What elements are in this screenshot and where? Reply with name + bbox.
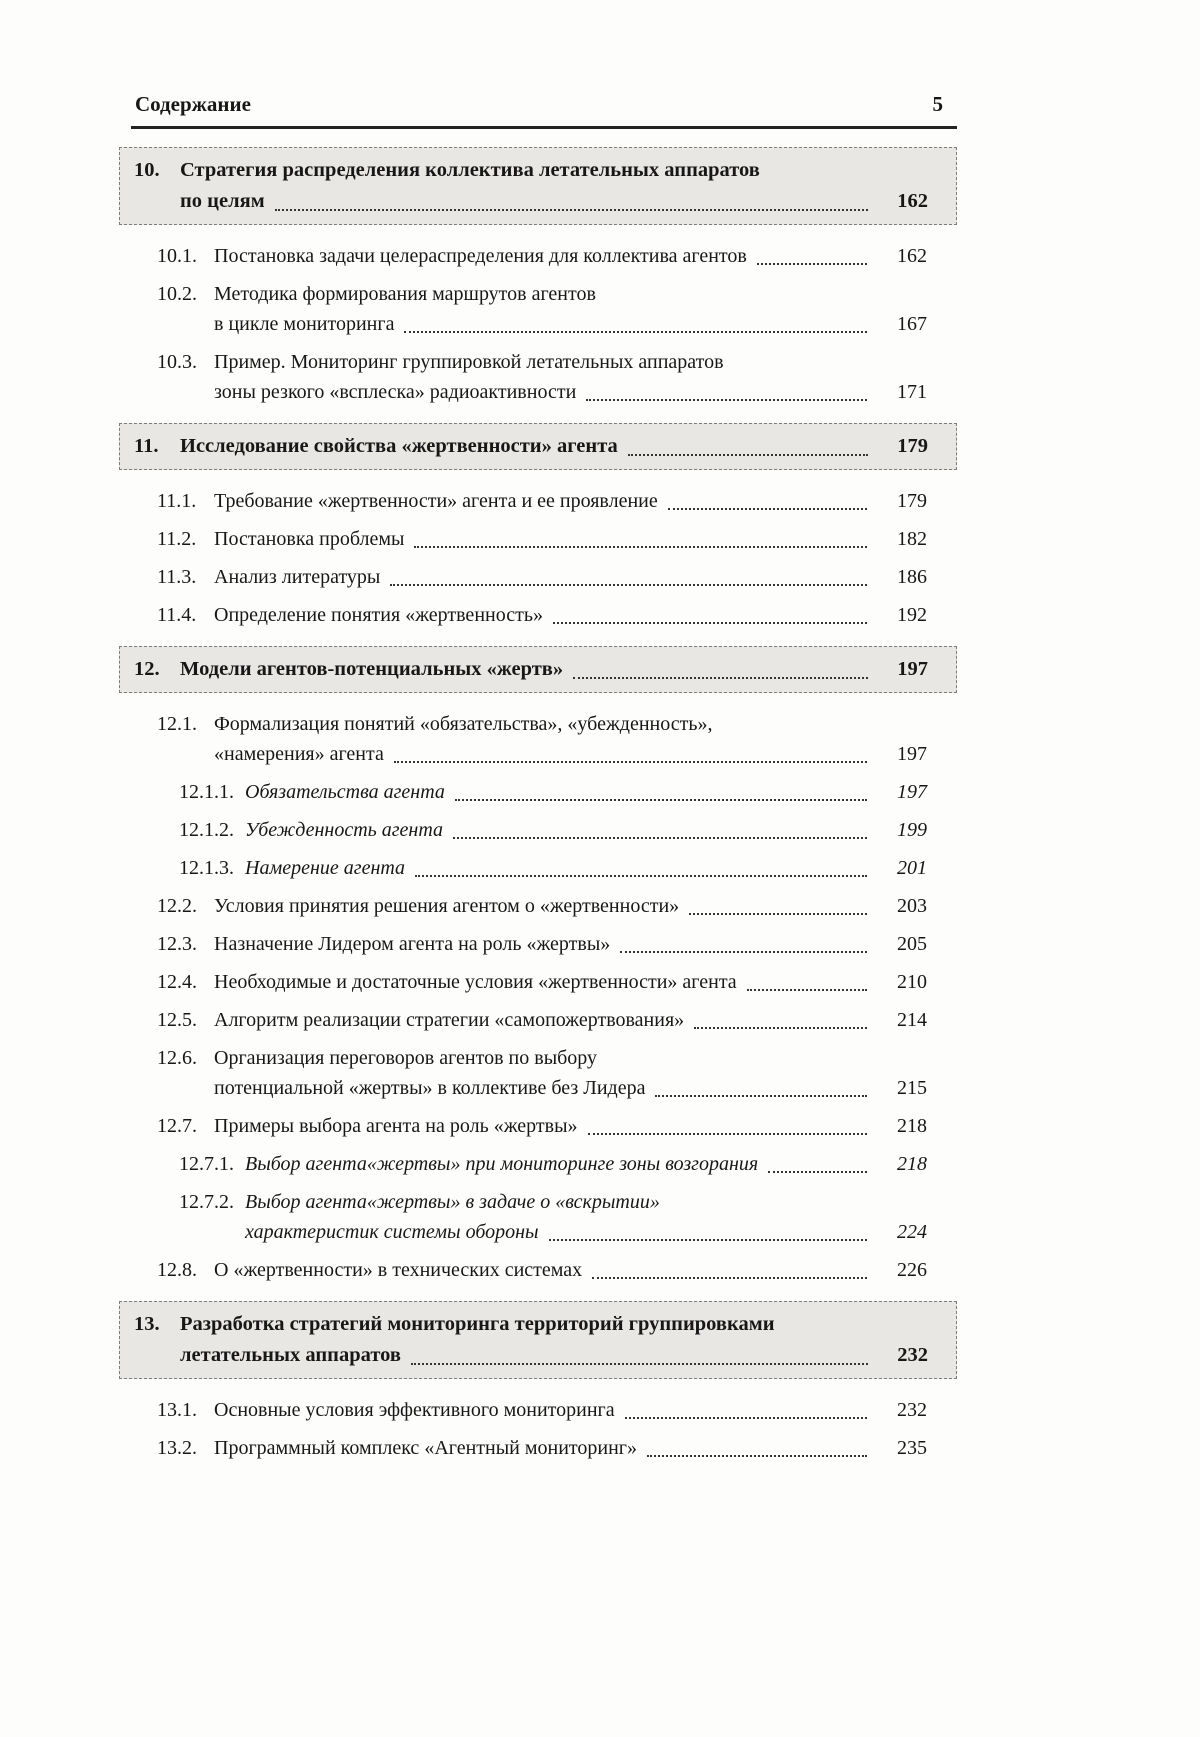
dot-leader xyxy=(620,951,867,953)
entry-body xyxy=(245,815,927,845)
toc-entry xyxy=(131,279,957,339)
page-ref: 162 xyxy=(897,245,927,267)
toc-entry xyxy=(131,853,957,883)
title-line xyxy=(214,1043,927,1073)
page-ref: 179 xyxy=(897,490,927,512)
title-line xyxy=(245,815,927,845)
page-ref: 205 xyxy=(897,933,927,955)
dot-leader xyxy=(694,1027,867,1029)
dot-leader xyxy=(414,546,867,548)
title-line xyxy=(214,967,927,997)
title-text: Исследование свойства «жертвенности» агента xyxy=(180,435,618,457)
page-ref: 192 xyxy=(897,604,927,626)
toc-entry xyxy=(131,347,957,407)
chapter-heading xyxy=(119,1301,957,1379)
title-line xyxy=(180,1340,928,1371)
title-line xyxy=(245,1149,927,1179)
entry-number: 10.3. xyxy=(157,351,197,373)
title-line xyxy=(214,891,927,921)
entry-number: 11.2. xyxy=(157,528,197,550)
dot-leader xyxy=(625,1417,867,1419)
dot-leader xyxy=(592,1277,867,1279)
entry-body xyxy=(245,777,927,807)
title-text: О «жертвенности» в технических системах xyxy=(214,1259,583,1281)
entry-number: 12.5. xyxy=(157,1009,197,1031)
toc-entry xyxy=(131,777,957,807)
entry-number: 12.1. xyxy=(157,713,197,735)
toc-entry xyxy=(131,1187,957,1247)
chapter-heading xyxy=(119,147,957,225)
entry-body xyxy=(214,1005,927,1035)
dot-leader xyxy=(768,1171,867,1173)
entry-number: 13.1. xyxy=(157,1399,197,1421)
entry-body xyxy=(180,654,928,685)
entry-number: 12.1.1. xyxy=(179,781,234,803)
title-text: «намерения» агента xyxy=(214,743,384,765)
title-text: Постановка задачи целераспределения для коллектива агентов xyxy=(214,245,747,267)
dot-leader xyxy=(390,584,867,586)
page-ref: 167 xyxy=(897,313,927,335)
toc-entry xyxy=(131,241,957,271)
title-text: Выбор агента«жертвы» при мониторинге зоны возгорания xyxy=(245,1153,759,1175)
page-ref: 197 xyxy=(897,743,927,765)
title-text: Требование «жертвенности» агента и ее проявление xyxy=(214,490,658,512)
title-line xyxy=(245,777,927,807)
title-line xyxy=(214,486,927,516)
page-ref: 179 xyxy=(897,435,928,457)
entry-number: 12.4. xyxy=(157,971,197,993)
entry-body xyxy=(214,1433,927,1463)
chapter-number: 12. xyxy=(134,658,160,680)
toc-entry xyxy=(131,891,957,921)
page-ref: 218 xyxy=(897,1153,927,1175)
dot-leader xyxy=(453,837,867,839)
title-text: Формализация понятий «обязательства», «убежденность», xyxy=(214,713,713,735)
entry-number: 11.1. xyxy=(157,490,197,512)
entry-body xyxy=(180,1309,928,1371)
entry-number: 13.2. xyxy=(157,1437,197,1459)
page-ref: 201 xyxy=(897,857,927,879)
title-text: Разработка стратегий мониторинга территорий группировками xyxy=(180,1313,775,1335)
title-text: Условия принятия решения агентом о «жертвенности» xyxy=(214,895,680,917)
entry-number: 11.4. xyxy=(157,604,197,626)
entry-number: 12.2. xyxy=(157,895,197,917)
entry-number: 12.6. xyxy=(157,1047,197,1069)
dot-leader xyxy=(747,989,867,991)
header-page-number: 5 xyxy=(932,92,943,116)
dot-leader xyxy=(415,875,867,877)
header-title: Содержание xyxy=(135,92,251,116)
toc-entry xyxy=(131,1043,957,1103)
dot-leader xyxy=(689,913,867,915)
page-header xyxy=(131,92,957,129)
toc-sections xyxy=(131,129,957,1463)
toc-entry xyxy=(131,562,957,592)
dot-leader xyxy=(647,1455,867,1457)
entry-body xyxy=(214,524,927,554)
toc-entry xyxy=(131,524,957,554)
title-line xyxy=(214,1005,927,1035)
title-line xyxy=(245,1217,927,1247)
title-line xyxy=(214,1111,927,1141)
title-text: по целям xyxy=(180,190,265,212)
entry-body xyxy=(214,1043,927,1103)
title-line xyxy=(245,853,927,883)
title-text: характеристик системы обороны xyxy=(245,1221,539,1243)
title-text: Методика формирования маршрутов агентов xyxy=(214,283,596,305)
title-text: Выбор агента«жертвы» в задаче о «вскрытии» xyxy=(245,1191,660,1213)
title-line xyxy=(214,929,927,959)
page-ref: 232 xyxy=(897,1399,927,1421)
entry-body xyxy=(180,431,928,462)
title-line xyxy=(180,1309,928,1340)
chapter-heading xyxy=(119,646,957,693)
dot-leader xyxy=(411,1363,868,1365)
dot-leader xyxy=(668,508,867,510)
page-ref: 197 xyxy=(897,781,927,803)
entry-body xyxy=(214,709,927,769)
dot-leader xyxy=(275,209,868,211)
entry-body xyxy=(214,967,927,997)
entry-number: 12.3. xyxy=(157,933,197,955)
toc-entry xyxy=(131,1005,957,1035)
page-ref: 162 xyxy=(897,190,928,212)
dot-leader xyxy=(394,761,867,763)
title-text: Основные условия эффективного мониторинга xyxy=(214,1399,615,1421)
toc-entry xyxy=(131,1111,957,1141)
toc-entry xyxy=(131,600,957,630)
title-text: Примеры выбора агента на роль «жертвы» xyxy=(214,1115,578,1137)
title-line xyxy=(214,1433,927,1463)
entry-body xyxy=(214,486,927,516)
title-text: в цикле мониторинга xyxy=(214,313,395,335)
toc-entry xyxy=(131,1149,957,1179)
entry-body xyxy=(245,1187,927,1247)
title-line xyxy=(214,241,927,271)
toc-entry xyxy=(131,815,957,845)
dot-leader xyxy=(404,331,867,333)
title-text: Модели агентов-потенциальных «жертв» xyxy=(180,658,564,680)
title-line xyxy=(180,155,928,186)
title-line xyxy=(214,347,927,377)
title-line xyxy=(214,279,927,309)
dot-leader xyxy=(549,1239,867,1241)
entry-number: 12.7.1. xyxy=(179,1153,234,1175)
title-text: Намерение агента xyxy=(245,857,406,879)
title-text: Обязательства агента xyxy=(245,781,445,803)
page-ref: 224 xyxy=(897,1221,927,1243)
page-ref: 232 xyxy=(897,1344,928,1366)
title-text: Определение понятия «жертвенность» xyxy=(214,604,543,626)
entry-body xyxy=(214,347,927,407)
dot-leader xyxy=(455,799,867,801)
dot-leader xyxy=(655,1095,867,1097)
entry-body xyxy=(214,891,927,921)
title-text: Назначение Лидером агента на роль «жертвы» xyxy=(214,933,611,955)
toc-entry xyxy=(131,929,957,959)
entry-number: 12.1.3. xyxy=(179,857,234,879)
entry-body xyxy=(245,1149,927,1179)
page-ref: 197 xyxy=(897,658,928,680)
entry-number: 11.3. xyxy=(157,566,197,588)
entry-number: 10.2. xyxy=(157,283,197,305)
page-ref: 214 xyxy=(897,1009,927,1031)
toc-entry xyxy=(131,486,957,516)
entry-body xyxy=(214,600,927,630)
title-line xyxy=(214,524,927,554)
chapter-row xyxy=(120,155,956,217)
page-ref: 171 xyxy=(897,381,927,403)
title-text: Необходимые и достаточные условия «жертвенности» агента xyxy=(214,971,737,993)
title-line xyxy=(214,1073,927,1103)
page-ref: 218 xyxy=(897,1115,927,1137)
entry-number: 12.7. xyxy=(157,1115,197,1137)
title-text: Постановка проблемы xyxy=(214,528,405,550)
title-text: Пример. Мониторинг группировкой летательных аппаратов xyxy=(214,351,724,373)
page-ref: 215 xyxy=(897,1077,927,1099)
chapter-row xyxy=(120,654,956,685)
entry-body xyxy=(214,562,927,592)
toc-entry xyxy=(131,967,957,997)
entry-body xyxy=(214,929,927,959)
entry-body xyxy=(214,1255,927,1285)
page-ref: 182 xyxy=(897,528,927,550)
title-line xyxy=(214,739,927,769)
chapter-number: 10. xyxy=(134,159,160,181)
entry-number: 12.8. xyxy=(157,1259,197,1281)
toc-entry xyxy=(131,1255,957,1285)
page-ref: 203 xyxy=(897,895,927,917)
title-line xyxy=(245,1187,927,1217)
toc-entry xyxy=(131,1395,957,1425)
title-line xyxy=(214,562,927,592)
title-line xyxy=(214,1395,927,1425)
title-text: Стратегия распределения коллектива летательных аппаратов xyxy=(180,159,760,181)
title-text: Анализ литературы xyxy=(214,566,381,588)
toc-entry xyxy=(131,1433,957,1463)
chapter-heading xyxy=(119,423,957,470)
entry-number: 12.1.2. xyxy=(179,819,234,841)
title-line xyxy=(214,377,927,407)
dot-leader xyxy=(586,399,867,401)
title-text: Алгоритм реализации стратегии «самопожертвования» xyxy=(214,1009,685,1031)
page-ref: 226 xyxy=(897,1259,927,1281)
title-line xyxy=(180,654,928,685)
entry-body xyxy=(214,241,927,271)
dot-leader xyxy=(628,454,868,456)
title-line xyxy=(180,431,928,462)
dot-leader xyxy=(573,677,868,679)
title-text: зоны резкого «всплеска» радиоактивности xyxy=(214,381,577,403)
chapter-number: 13. xyxy=(134,1313,160,1335)
chapter-row xyxy=(120,1309,956,1371)
dot-leader xyxy=(757,263,867,265)
entry-body xyxy=(214,1111,927,1141)
dot-leader xyxy=(588,1133,867,1135)
title-text: летательных аппаратов xyxy=(180,1344,401,1366)
entry-body xyxy=(245,853,927,883)
page-ref: 235 xyxy=(897,1437,927,1459)
title-text: потенциальной «жертвы» в коллективе без Лидера xyxy=(214,1077,646,1099)
entry-number: 12.7.2. xyxy=(179,1191,234,1213)
chapter-number: 11. xyxy=(134,435,159,457)
page-ref: 210 xyxy=(897,971,927,993)
page-ref: 186 xyxy=(897,566,927,588)
title-line xyxy=(214,709,927,739)
entry-body xyxy=(180,155,928,217)
title-line xyxy=(214,600,927,630)
entry-number: 10.1. xyxy=(157,245,197,267)
title-text: Программный комплекс «Агентный мониторинг» xyxy=(214,1437,638,1459)
page-ref: 199 xyxy=(897,819,927,841)
chapter-row xyxy=(120,431,956,462)
title-text: Убежденность агента xyxy=(245,819,444,841)
title-line xyxy=(214,1255,927,1285)
title-line xyxy=(214,309,927,339)
dot-leader xyxy=(553,622,867,624)
title-text: Организация переговоров агентов по выбору xyxy=(214,1047,598,1069)
title-line xyxy=(180,186,928,217)
entry-body xyxy=(214,1395,927,1425)
toc-entry xyxy=(131,709,957,769)
entry-body xyxy=(214,279,927,339)
